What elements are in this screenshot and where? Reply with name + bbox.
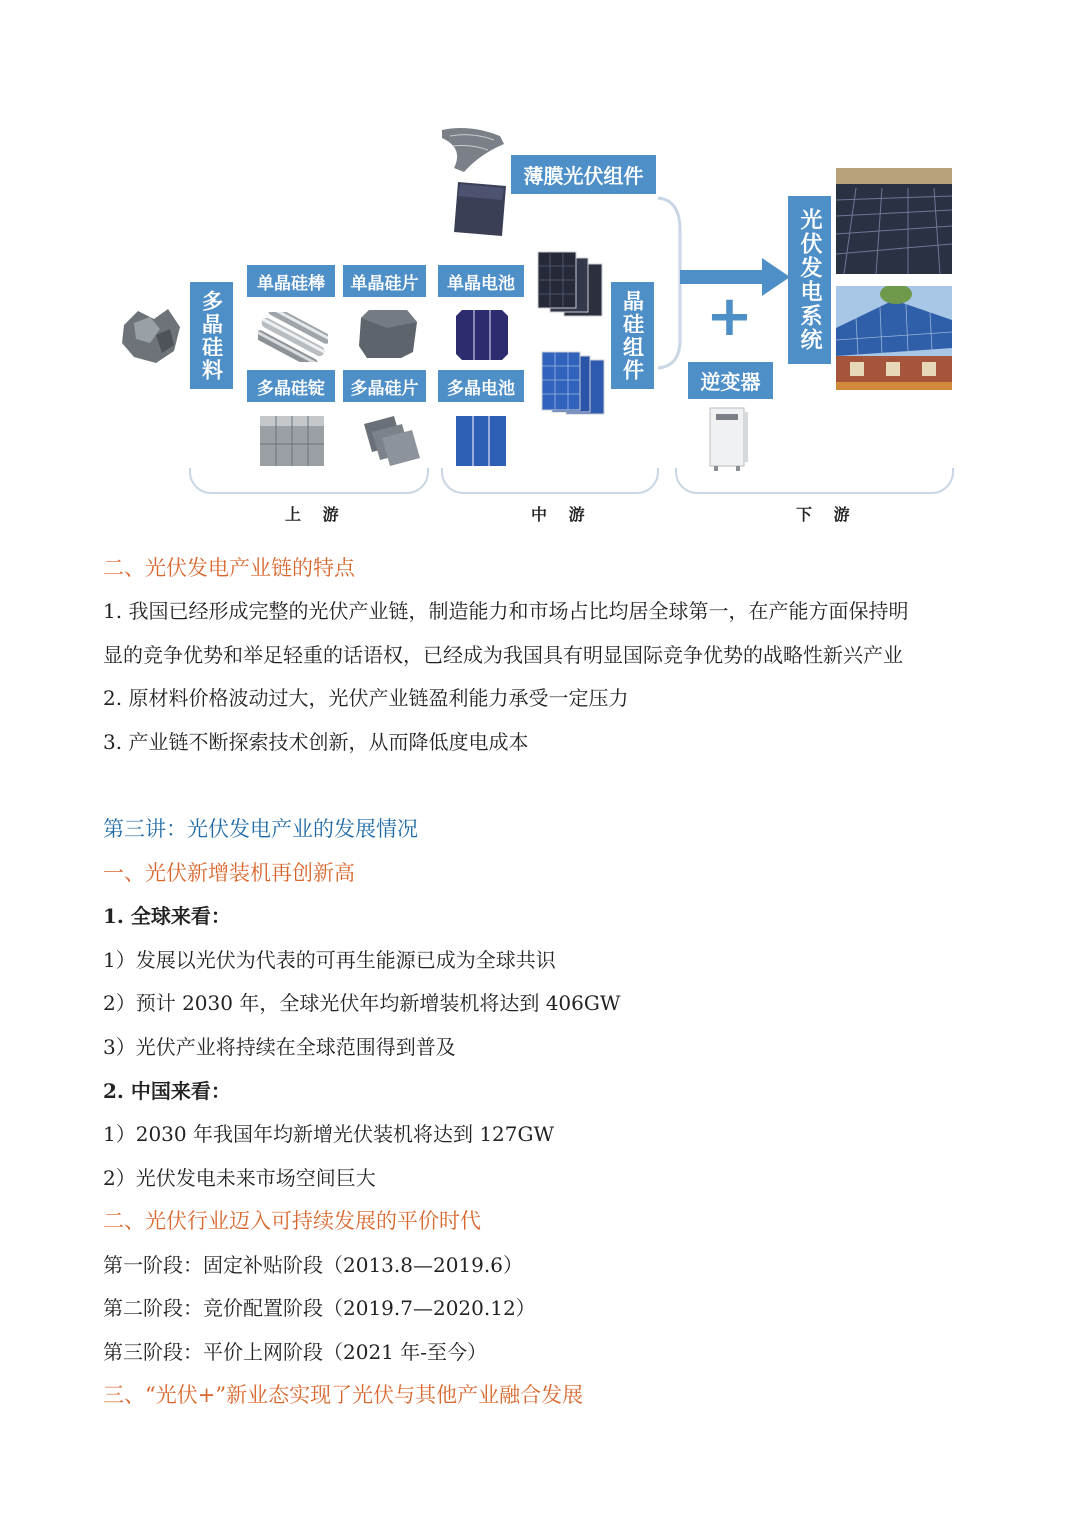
mono-rod-box: 单晶硅棒 (247, 265, 335, 297)
s1-heading: 一、光伏新增装机再创新高 (103, 861, 355, 885)
thin-film-panel-image (452, 180, 508, 238)
phase-1: 第一阶段：固定补贴阶段（2013.8—2019.6） (103, 1253, 523, 1277)
rooftop-solar-photo (836, 286, 952, 390)
crystal-module-box: 晶硅组件 (611, 282, 654, 389)
mono-wafer-image (357, 308, 419, 360)
thin-film-box: 薄膜光伏组件 (511, 155, 656, 194)
pv-system-box: 光伏发电系统 (788, 196, 831, 364)
global-heading: 1. 全球来看： (103, 904, 231, 928)
global-item-3: 3）光伏产业将持续在全球范围得到普及 (103, 1035, 456, 1059)
features-item3: 3. 产业链不断探索技术创新，从而降低度电成本 (103, 730, 529, 754)
mono-cell-image (456, 310, 508, 360)
phase-3: 第三阶段：平价上网阶段（2021 年-至今） (103, 1340, 488, 1364)
section-features-heading: 二、光伏发电产业链的特点 (103, 556, 355, 580)
poly-ingot-image (258, 412, 326, 468)
raw-silicon-image (120, 305, 182, 367)
s3-heading: 三、“光伏+”新业态实现了光伏与其他产业融合发展 (103, 1383, 584, 1407)
crystal-module-image-2 (540, 350, 606, 416)
poly-cell-image (456, 416, 506, 466)
mono-cell-box: 单晶电池 (438, 265, 524, 297)
poly-cell-box: 多晶电池 (438, 370, 524, 402)
poly-wafer-box: 多晶硅片 (343, 370, 426, 402)
plus-sign: + (706, 284, 753, 349)
polysilicon-box: 多晶硅料 (190, 282, 233, 389)
crystal-module-image-1 (536, 250, 604, 320)
downstream-label: 下 游 (796, 505, 858, 524)
features-item1-line2: 显的竞争优势和举足轻重的话语权，已经成为我国具有明显国际竞争优势的战略性新兴产业 (103, 643, 903, 667)
china-heading: 2. 中国来看： (103, 1079, 231, 1103)
lecture3-title: 第三讲：光伏发电产业的发展情况 (103, 817, 418, 841)
mono-rod-image (258, 312, 328, 362)
s2-heading: 二、光伏行业迈入可持续发展的平价时代 (103, 1209, 481, 1233)
global-item-1: 1）发展以光伏为代表的可再生能源已成为全球共识 (103, 948, 556, 972)
mono-wafer-box: 单晶硅片 (343, 265, 426, 297)
inverter-image (706, 406, 750, 472)
thin-film-flex-image (440, 124, 506, 174)
features-item2: 2. 原材料价格波动过大，光伏产业链盈利能力承受一定压力 (103, 686, 629, 710)
midstream-label: 中 游 (531, 505, 593, 524)
poly-ingot-box: 多晶硅锭 (247, 370, 335, 402)
downstream-bracket (675, 468, 954, 494)
midstream-bracket (441, 468, 659, 494)
inverter-box: 逆变器 (688, 362, 773, 399)
upstream-label: 上 游 (285, 505, 347, 524)
features-item1-line1: 1. 我国已经形成完整的光伏产业链，制造能力和市场占比均居全球第一，在产能方面保持明 (103, 599, 909, 623)
upstream-bracket (189, 468, 429, 494)
phase-2: 第二阶段：竞价配置阶段（2019.7—2020.12） (103, 1296, 536, 1320)
china-item-2: 2）光伏发电未来市场空间巨大 (103, 1166, 376, 1190)
solar-farm-photo (836, 168, 952, 274)
global-item-2: 2）预计 2030 年，全球光伏年均新增装机将达到 406GW (103, 991, 621, 1015)
poly-wafer-image (356, 414, 422, 468)
china-item-1: 1）2030 年我国年均新增光伏装机将达到 127GW (103, 1122, 555, 1146)
